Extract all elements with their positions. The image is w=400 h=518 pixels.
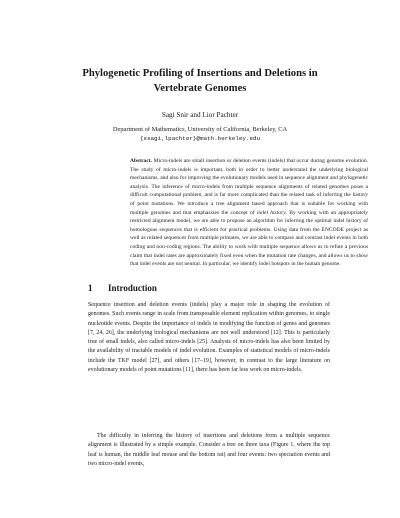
abstract (130, 157, 368, 269)
affiliation-text: Department of Mathematics, University of California, Berkeley, CA (112, 126, 288, 133)
section-heading (88, 283, 157, 293)
section-title: Introduction (108, 283, 157, 293)
author-emails: {ssagi,lpachter}@math.berkeley.edu (139, 134, 261, 142)
abstract-text-part-2: . By working with an appropriately restricted alignment model, we are able to propose an algorithm for inferring the optimal indel history of homologous sequences that is efficient for practical problems. Using data from the ENCODE project as well as related sequences from multiple primates, we are able to compare and contrast indel events in both coding and non-coding regions. The ability to work with multiple sequence allows us to refute a previous claim that indel rates are approximately fixed even when the mutation rate changes, and allows us to show that indel events are not neutral. In particular, we identify indel hotspots in the human genome. (130, 209, 369, 268)
paper-authors: Sagi Snir and Lior Pachter (161, 111, 239, 119)
intro-paragraph-2: The difficulty in inferring the history of insertions and deletions from a multiple sequence alignment is illustrated by a simple example. Consider a tree on three taxa (Figure 1, where the top leaf is human, the middle leaf mouse and the bottom rat) and four events: two speciation events and two micro-indel events, (88, 433, 330, 467)
abstract-emphasis: indel history (256, 209, 286, 216)
abstract-text-part-1: Micro-indels are small insertion or deletion events (indels) that occur during genome evolution. The study of micro-indels is important, both in order to better understand the underlying biological mechanisms, and also for improving the evolutionary models used in sequence alignment and phylogenetic analysis. The inference of micro-indels from multiple sequence alignments of related genomes poses a difficult computational problem, and is far more complicated than the related task of inferring the history of point mutations. We introduce a tree alignment based approach that is suitable for working with multiple genomes and that emphasizes the concept of (130, 158, 368, 216)
abstract-label: Abstract. (130, 158, 153, 164)
author-affiliation (50, 126, 350, 143)
section-number: 1 (88, 283, 93, 293)
intro-paragraph-1: Sequence insertion and deletion events (indels) play a major role in shaping the evolution of genomes. Such events range in scale from transposable element replication within genomes, to single nucleotide events. Despite the importance of indels in modifying the function of genes and genomes [7, 24, 26], the underlying biological mechanisms are not well understood [12]. This is particularly true of small indels, also called micro-indels [25]. Analysis of micro-indels has also been limited by the availability of tractable models of indel evolution. Examples of statistical models of micro-indels include the TKF model [27], and others [17–19], however, in contrast to the large literature on evolutionary models of point mutations [11], there has been far less work on micro-indels. (88, 302, 330, 374)
paper-title: Phylogenetic Profiling of Insertions and Deletions in Vertebrate Genomes (82, 68, 318, 94)
